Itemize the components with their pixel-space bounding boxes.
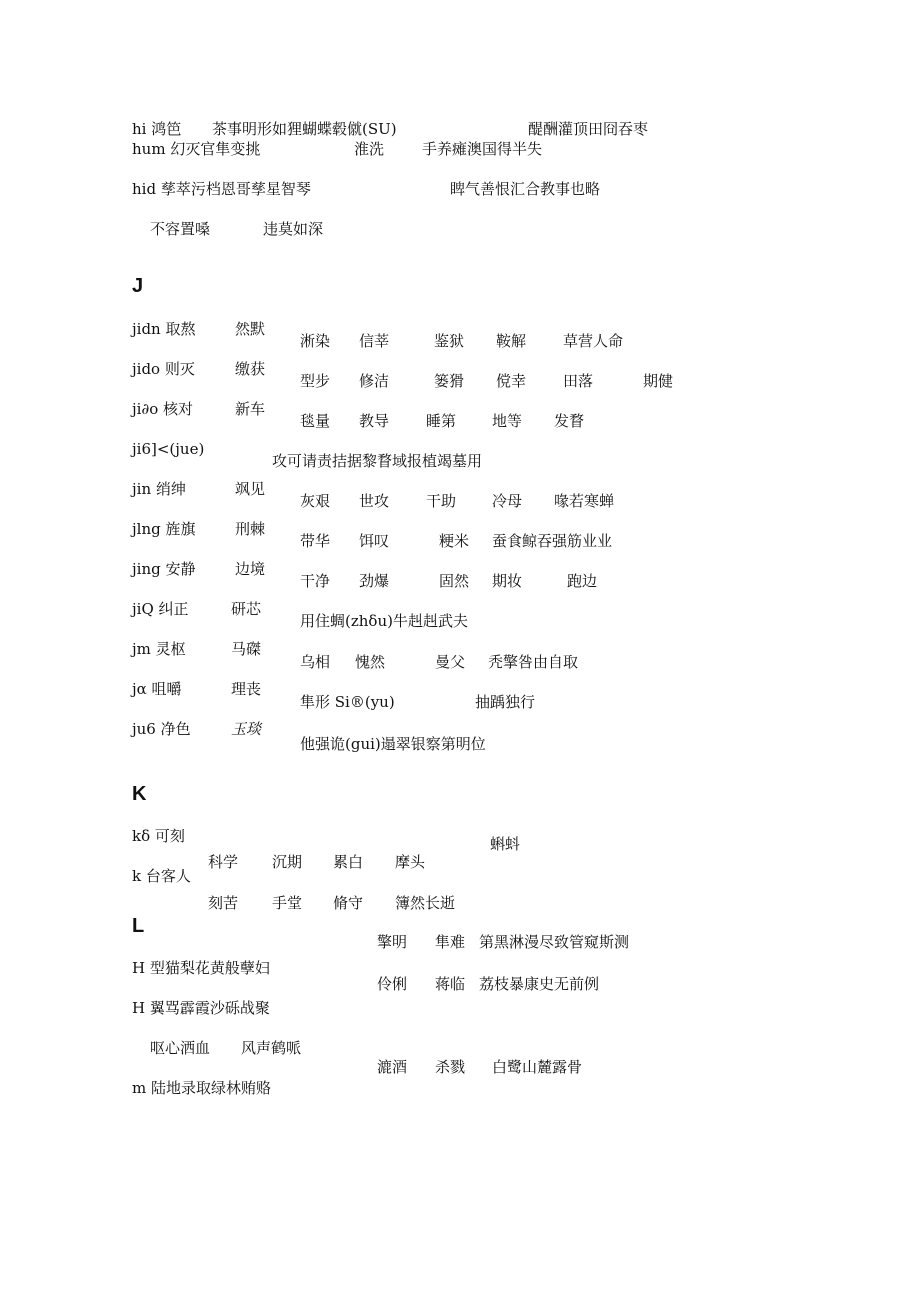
j-r2-w1: 型步: [300, 372, 331, 390]
j-r6-w4: 蚕食鲸吞强筋业业: [492, 532, 613, 550]
j-r6-w3: 粳米: [439, 532, 470, 550]
l-r3-w3: 白鹭山麓露骨: [492, 1058, 583, 1076]
j-r3-w1: 毯量: [300, 412, 331, 430]
l-left-3: 呕心洒血: [150, 1039, 211, 1057]
l-r2-w2: 蒋临: [435, 975, 466, 993]
j-r3-w3: 睡第: [426, 412, 457, 430]
j-r11-line: 他强诡(gui)遢翠银察第明位: [300, 735, 486, 753]
j-r1-w4: 鞍解: [496, 332, 527, 350]
idiom-1: 不容置嗓: [150, 220, 211, 238]
k-row2-w2: 手堂: [272, 894, 303, 912]
j-r5-w3: 干助: [426, 492, 457, 510]
j-left-9-key: jm 灵枢: [132, 640, 186, 658]
j-r3-w4: 地等: [492, 412, 523, 430]
k-left-2: k 台客人: [132, 867, 191, 885]
j-left-3-val: 新车: [235, 400, 266, 418]
j-r6-w1: 带华: [300, 532, 331, 550]
j-r5-w1: 灰艰: [300, 492, 331, 510]
l-r3-w2: 杀戮: [435, 1058, 466, 1076]
k-row1-w1: 科学: [208, 853, 239, 871]
l-r2-w3: 荔枝暴康史无前例: [479, 975, 600, 993]
j-r7-w1: 干净: [300, 572, 331, 590]
k-top-right: 蝌蚪: [490, 835, 521, 853]
k-row2-w1: 刻苦: [208, 894, 239, 912]
j-r2-w4: 傥幸: [496, 372, 527, 390]
j-left-8-val: 研芯: [231, 600, 262, 618]
entry-hid-idioms: 睥气善恨汇合教事也略: [450, 180, 601, 198]
j-r3-w5: 发瞀: [554, 412, 585, 430]
j-r2-w3: 篓猾: [434, 372, 465, 390]
l-r1-w3: 第黑淋漫尽致管窥斯测: [479, 933, 630, 951]
j-left-5-val: 飒见: [235, 480, 266, 498]
j-r2-w6: 期健: [643, 372, 674, 390]
j-left-3-key: ji∂o 核对: [132, 400, 194, 418]
j-r3-w2: 教导: [359, 412, 390, 430]
j-r5-w5: 喙若寒蝉: [554, 492, 615, 510]
k-row1-w4: 摩头: [395, 853, 426, 871]
j-r1-w2: 信莘: [359, 332, 390, 350]
l-r1-w2: 隼难: [435, 933, 466, 951]
idiom-2: 违莫如深: [263, 220, 324, 238]
j-r2-w5: 田落: [563, 372, 594, 390]
j-left-6-val: 刑棘: [235, 520, 266, 538]
l-r2-w1: 伶俐: [377, 975, 408, 993]
j-r7-w2: 劲爆: [359, 572, 390, 590]
l-left-1: H 型猫梨花黄般孽妇: [132, 959, 270, 977]
j-left-8-key: jiQ 纠正: [132, 600, 189, 618]
entry-hid-pinyin: hid 孳萃污档恩哥孳星智琴: [132, 180, 311, 198]
j-left-5-key: jin 绡绅: [132, 480, 186, 498]
j-r9-w4: 秃擎咎由自取: [488, 653, 579, 671]
j-r9-w2: 愧然: [355, 653, 386, 671]
k-row2-w3: 脩守: [333, 894, 364, 912]
j-r6-w2: 饵叹: [359, 532, 390, 550]
j-left-7-val: 边境: [235, 560, 266, 578]
j-r4-line: 攻可请责拮据黎瞀域报植竭墓用: [272, 452, 483, 470]
j-left-11-key: ju6 净色: [132, 720, 191, 738]
j-r7-w4: 期妆: [492, 572, 523, 590]
j-r9-w1: 乌相: [300, 653, 331, 671]
j-left-2-val: 缴获: [235, 360, 266, 378]
section-heading-j: J: [132, 275, 144, 297]
j-r10-w2: 抽踽独行: [475, 693, 536, 711]
j-r7-w3: 固然: [439, 572, 470, 590]
j-left-4-key: ji6]<(jue): [132, 440, 205, 458]
l-left-4: 风声鹤哌: [241, 1039, 302, 1057]
j-r5-w4: 冷母: [492, 492, 523, 510]
j-left-7-key: jing 安静: [132, 560, 196, 578]
j-r8-line: 用住蜩(zhδu)牛赳赳武夫: [300, 612, 468, 630]
j-left-2-key: jido 则灭: [132, 360, 195, 378]
entry-hum-idioms: 手养瘫澳国得半失: [422, 140, 543, 158]
j-left-1-key: jidn 取熬: [132, 320, 196, 338]
k-row2-w4: 簿然长逝: [395, 894, 456, 912]
entry-hi-idioms: 醍酬灌顶田冏吞枣: [528, 120, 649, 138]
l-left-5: m 陆地录取绿林贿赂: [132, 1079, 271, 1097]
j-r10-w1: 隼形 Si®(yu): [300, 693, 395, 711]
j-r9-w3: 曼父: [435, 653, 466, 671]
j-left-10-val: 理丧: [231, 680, 262, 698]
entry-hi-pinyin: hi 鸿笆: [132, 120, 182, 138]
entry-hum-words: 淮洗: [354, 140, 385, 158]
j-left-11-val: 玉琰: [231, 720, 262, 738]
j-left-6-key: jlng 旌旗: [132, 520, 196, 538]
section-heading-l: L: [132, 915, 145, 937]
j-r2-w2: 修洁: [359, 372, 390, 390]
j-r1-w5: 草营人命: [563, 332, 624, 350]
k-row1-w3: 累白: [333, 853, 364, 871]
entry-hi-words: 茶事明形如狸蝴蝶毂僦(SU): [212, 120, 397, 138]
l-left-2: H 翼骂霹霞沙砾战聚: [132, 999, 270, 1017]
j-r1-w1: 淅染: [300, 332, 331, 350]
j-r1-w3: 鉴狱: [434, 332, 465, 350]
entry-hum-pinyin: hum 幻灭官隼变挑: [132, 140, 261, 158]
k-row1-w2: 沉期: [272, 853, 303, 871]
j-r7-w5: 跑边: [567, 572, 598, 590]
k-left-1: kδ 可刻: [132, 827, 185, 845]
j-left-1-val: 然默: [235, 320, 266, 338]
j-left-9-val: 马磔: [231, 640, 262, 658]
l-r3-w1: 漉酒: [377, 1058, 408, 1076]
l-r1-w1: 擎明: [377, 933, 408, 951]
j-r5-w2: 世攻: [359, 492, 390, 510]
section-heading-k: K: [132, 783, 147, 805]
j-left-10-key: jα 咀嚼: [132, 680, 182, 698]
